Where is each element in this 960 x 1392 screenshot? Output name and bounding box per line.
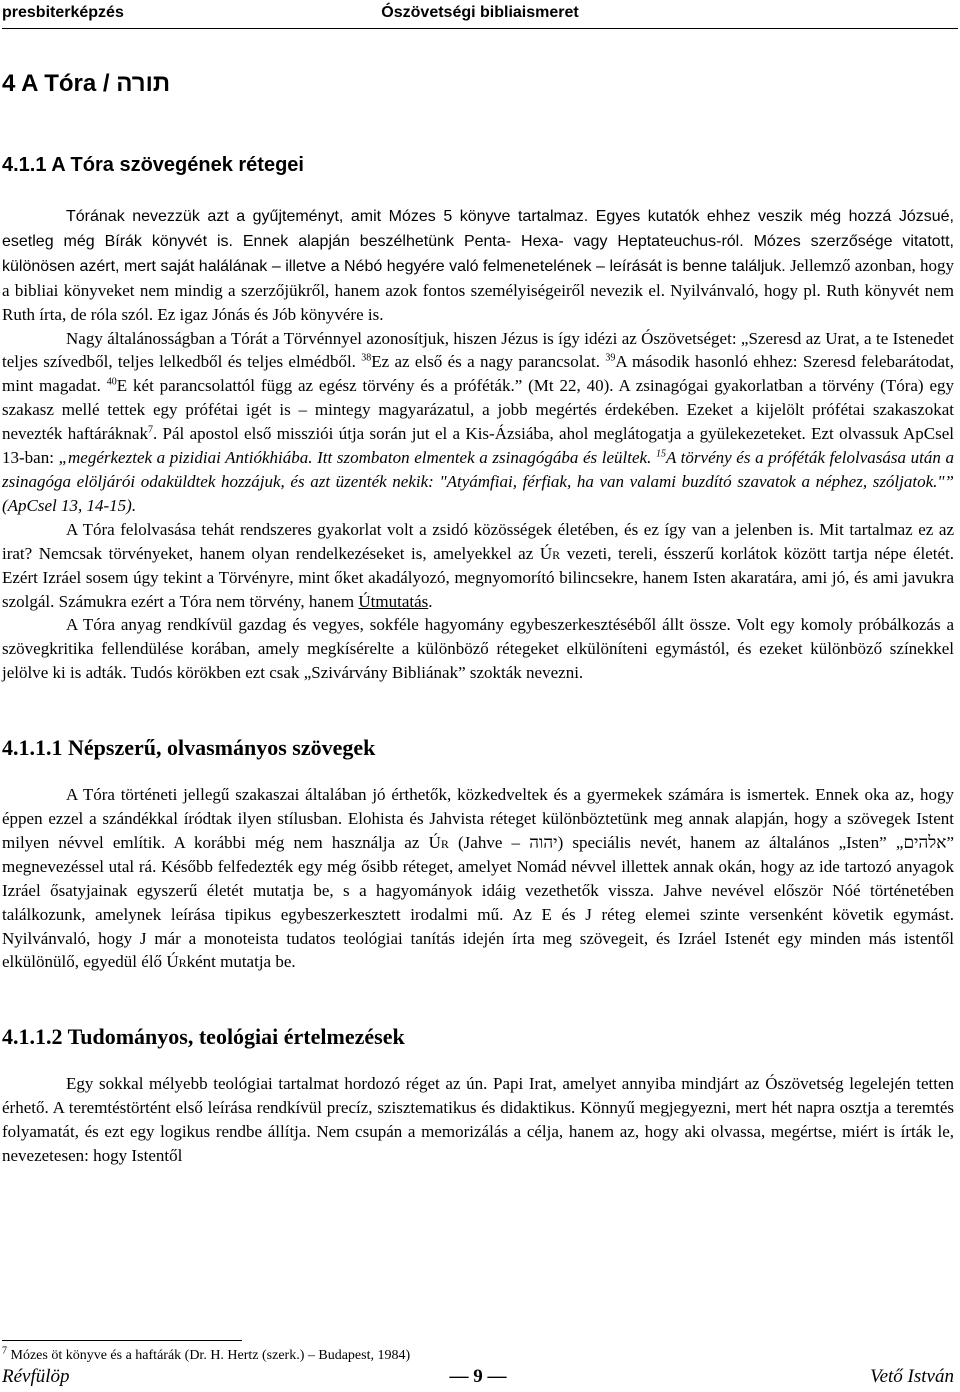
paragraph-4: A Tóra anyag rendkívül gazdag és vegyes, sokféle hagyomány egybeszerkesztéséből állt össze. Volt egy komoly próbálkozás a szövegkritika fellendülése korában, amely megkísérelte a különböző rétegeket elkülöníteni egymástól, és ezeket különböző színekkel jelölve ki is adták. Tudós körökben ezt csak „Szivárvány Bibliának” szokták nevezni.: [2, 615, 954, 683]
subsection-2-paragraph: Egy sokkal mélyebb teológiai tartalmat hordozó réget az ún. Papi Irat, amelyet annyiba mindjárt az Ószövetség legelején tetten érhető. A teremtéstörtént első leírása rendkívül precíz, szisztematikus és didaktikus. Könnyű megjegyezni, mert hét napra osztja a teremtés folyamatát, és ezt egy logikus rendbe állítja. Nem csupán a memorizálás a célja, hanem az, hogy aki olvassa, megértse, miért is írták le, nevezetesen: hogy Istentől: [2, 1074, 954, 1166]
p2-quote-1: „megérkeztek a pizidiai Antiókhiába. Itt szombaton elmentek a zsinagógába és leültek.: [58, 448, 656, 468]
page-header: [2, 4, 958, 30]
footer-right: Vető István: [870, 1366, 954, 1387]
chapter-title: 4 A Tóra / תורה: [2, 70, 171, 97]
footnote-ref[interactable]: 7: [147, 424, 153, 436]
header-rule: [2, 28, 958, 29]
p3-text-1: A Tóra felolvasása tehát rendszeres gyakorlat volt a zsidó közösségek életében, és ez így van a jelenben is. Mit tartalmaz ez az irat? Nemcsak törvényeket, hanem olyan rendelkezéseket is, amelyekkel az: [2, 519, 954, 563]
footer-left: Révfülöp: [2, 1366, 70, 1387]
p3-text-2: vezeti, tereli, ésszerű korlátok között tartja népe életét. Ezért Izráel sosem úgy tekint a Törvényre, mint őket akadályozó, megnyomorító bilincsekre, hanem Isten akaratára, ami jó, és ami javukra szolgál. Számukra ezért a Tóra nem törvény, hanem: [2, 543, 954, 611]
footnote-rule: [2, 1340, 242, 1341]
s1-text-1: A Tóra történeti jellegű szakaszai általában jó érthetők, közkedveltek és a gyermekek számára is ismertek. Ennek oka az, hogy éppen ezzel a szándékkal íródtak ilyen stílusban. Elohista és Jahvista réteget különböztetünk meg annak alapján, hogy a szövegek Istent milyen névvel említik. A korábbi még nem használja az: [2, 785, 954, 852]
verse-15: 15: [655, 448, 666, 460]
p2-text-4: E két parancsolattól függ az egész törvény és a próféták.” (Mt 22, 40). A zsinagógai gyakorlatban a törvény (Tóra) egy szakasz mellé tettek egy prófétai igét is – mintegy magyarázatul, a jobb megértés érdekében. Ezeket a kijelölt prófétai szakaszokat nevezték haftáráknak: [2, 376, 954, 444]
paragraph-2: [2, 327, 954, 518]
paragraph-1-sans: Tórának nevezzük azt a gyűjteményt, amit Mózes 5 könyve tartalmaz. Egyes kutatók ehhez veszik még hozzá Józsué, esetleg még Bírák könyvét is. Ennek alapján beszélhetünk Penta- Hexa- vagy Heptateuchus-ról. Mózes szerzősége vitatott, különösen azért, mert saját halálának – illetve a Nébó hegyére való felmenetelének – leírását is benne találjuk.: [2, 208, 954, 275]
page-content: [2, 60, 954, 1168]
footnote-number: 7: [2, 1345, 7, 1357]
header-left: presbiterképzés: [2, 4, 124, 21]
paragraph-1-rest: Jellemző azonban, hogy a bibliai könyveket nem mindig a szerzőjükről, hanem azok fontos személyiségeiről nevezik el. Nyilvánvaló, hogy pl. Ruth könyvét nem Ruth írta, de róla szól. Ez igaz Jónás és Jób könyvére is.: [2, 255, 955, 324]
verse-38: 38: [361, 352, 372, 364]
footnote-text: Mózes öt könyve és a haftárák (Dr. H. Hertz (szerk.) – Budapest, 1984): [7, 1348, 411, 1363]
ur-smallcaps-1: Úr: [428, 832, 449, 852]
verse-40: 40: [106, 376, 117, 388]
p2-text-3: A második hasonló ehhez: Szeresd felebarátodat, mint magadat.: [2, 352, 954, 396]
p2-text-5: . Pál apostol első missziói útja során jut el a Kis-Ázsiába, ahol meglátogatja a gyülekezeteket. Ezt olvassuk ApCsel 13-ban:: [2, 424, 954, 468]
subsection-1-paragraph: [2, 783, 954, 974]
header-center: Ószövetségi bibliaismeret: [381, 4, 579, 21]
page-footer: [2, 1366, 954, 1388]
p2-text-1: Nagy általánosságban a Tórát a Törvénnyel azonosítjuk, hiszen Jézus is így idézi az Ószövetséget: „Szeresd az Urat, a te Istenedet teljes szívedből, teljes lelkedből és teljes elmédből.: [2, 328, 954, 372]
subsection-2-title: 4.1.1.2 Tudományos, teológiai értelmezések: [2, 1024, 405, 1050]
subsection-1-title: 4.1.1.1 Népszerű, olvasmányos szövegek: [2, 735, 376, 761]
utmutatas-underlined: Útmutatás: [358, 591, 429, 611]
p2-quote-2: A törvény és a próféták felolvasása után a zsinagóga elöljárói odaküldtek hozzájuk, és azt üzenték nekik: "Atyámfiai, férfiak, ha van valami buzdító szavatok a néphez, szóljatok."” (ApCsel 13, 14-15).: [2, 448, 954, 515]
ur-smallcaps-2: Úr: [166, 952, 187, 972]
ur-smallcaps: Úr: [539, 543, 561, 563]
page-number: — 9 —: [449, 1366, 507, 1387]
s1-text-3: ként mutatja be.: [186, 952, 296, 972]
s1-text-2: (Jahve – יהוה) speciális nevét, hanem az általános „Isten” „אלהים” megnevezéssel utal rá. Később felfedezték egy még ősibb réteget, amelyet Nomád névvel illettek annak okán, hogy az ide tartozó anyagok Izráel ősatyjainak egyszerű életét mutatja be, s a hagyományok idáig vezethetők vissza. Jahve nevével először Nóé történetében találkozunk, amelynek leírása tipikus egybeszerkesztett irodalmi mű. Az E és J réteg elemei szinte versenként követik egymást. Nyilvánvaló, hogy J már a monoteista tudatos teológiai tanítás idején írta meg szövegeit, és Izráel Istenét egy minden más istentől elkülönülő, egyedül élő: [2, 832, 954, 972]
p3-text-3: .: [428, 591, 433, 611]
paragraph-3: [2, 518, 954, 614]
section-title: 4.1.1 A Tóra szövegének rétegei: [2, 154, 304, 176]
paragraph-1: [2, 204, 954, 327]
p2-text-2: Ez az első és a nagy parancsolat.: [371, 352, 606, 372]
footnote: [2, 1345, 411, 1364]
verse-39: 39: [605, 352, 616, 364]
